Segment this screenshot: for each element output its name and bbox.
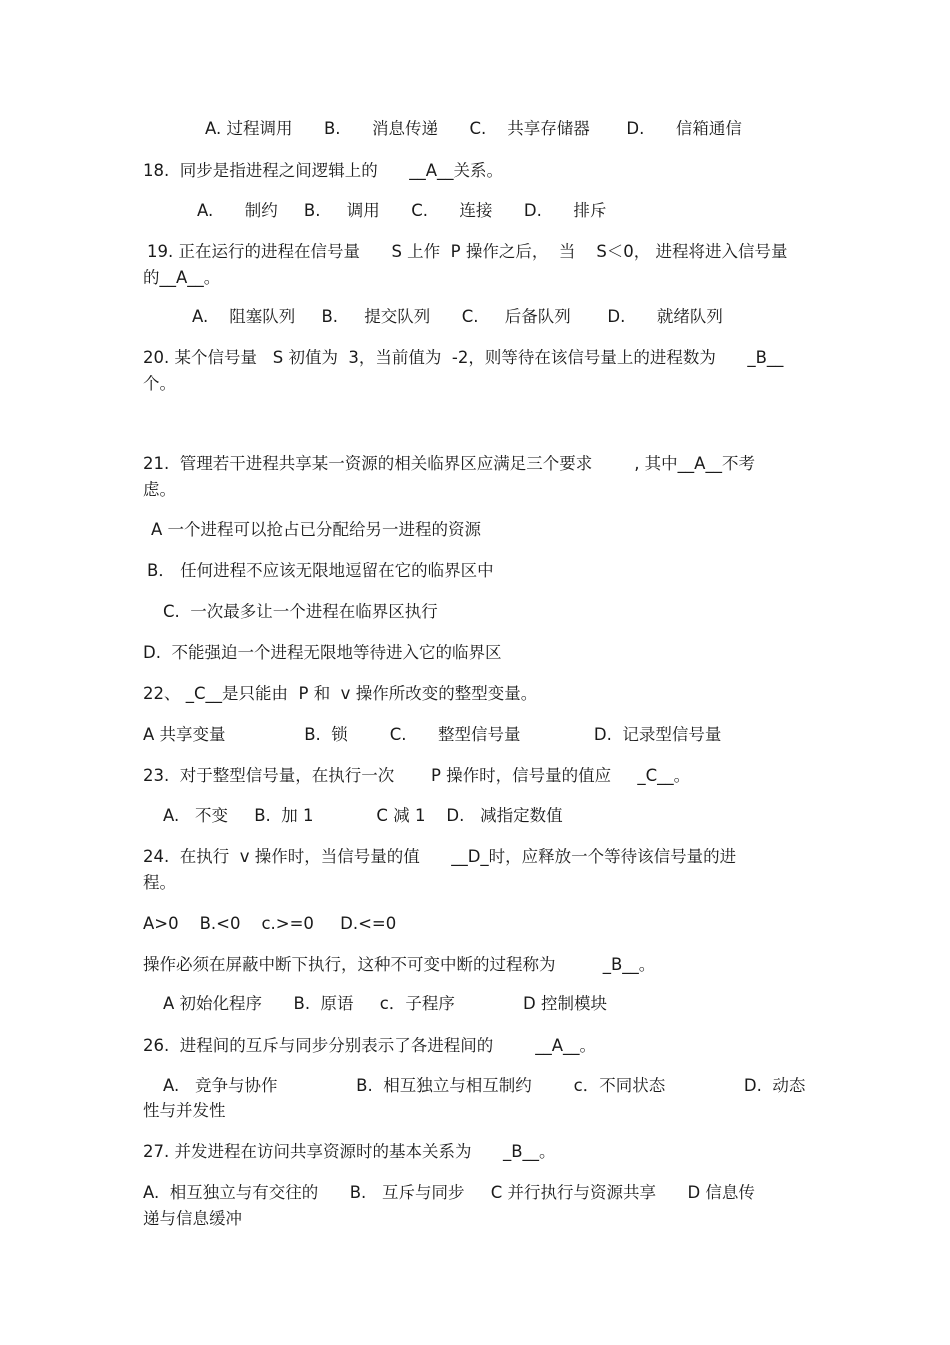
q21-question-line2: 虑。 [143,480,176,499]
q21-option-a: A 一个进程可以抢占已分配给另一进程的资源 [151,520,482,539]
q27-options-line2: 递与信息缓冲 [143,1209,242,1228]
q27-question: 27. 并发进程在访问共享资源时的基本关系为 _B__。 [143,1142,556,1161]
q26-question: 26. 进程间的互斥与同步分别表示了各进程间的 __A__。 [143,1036,596,1055]
q18-options: A. 制约 B. 调用 C. 连接 D. 排斥 [197,201,607,220]
q24-question-line1: 24. 在执行 v 操作时，当信号量的值 __D_时，应释放一个等待该信号量的进 [143,847,737,866]
q20-question-line1: 20. 某个信号量 S 初值为 3，当前值为 -2，则等待在该信号量上的进程数为 _B__ [143,348,784,367]
q23-options: A. 不变 B. 加 1 C 减 1 D. 减指定数值 [163,806,563,825]
q26-options-line2: 性与并发性 [143,1101,226,1120]
q17-options: A. 过程调用 B. 消息传递 C. 共享存储器 D. 信箱通信 [205,119,742,138]
q22-options: A 共享变量 B. 锁 C. 整型信号量 D. 记录型信号量 [143,725,722,744]
q19-question-line2: 的__A__。 [143,268,221,287]
q21-option-b: B． 任何进程不应该无限地逗留在它的临界区中 [147,561,494,580]
q23-question: 23. 对于整型信号量，在执行一次 P 操作时，信号量的值应 _C__。 [143,766,691,785]
q24-question-line2: 程。 [143,873,176,892]
q19-question-line1: 19. 正在运行的进程在信号量 S 上作 P 操作之后， 当 S＜0， 进程将进入信号量 [147,242,788,261]
q24-options: A>0 B.<0 c.>=0 D.<=0 [143,914,397,933]
q21-question-line1: 21. 管理若干进程共享某一资源的相关临界区应满足三个要求 , 其中__A__不考 [143,454,755,473]
q18-question: 18. 同步是指进程之间逻辑上的 __A__关系。 [143,161,503,180]
q20-question-line2: 个。 [143,374,176,393]
q25-options: A 初始化程序 B. 原语 c．子程序 D 控制模块 [163,994,607,1013]
q22-question: 22、 _C__是只能由 P 和 v 操作所改变的整型变量。 [143,684,538,703]
q27-options-line1: A. 相互独立与有交往的 B. 互斥与同步 C 并行执行与资源共享 D 信息传 [143,1183,755,1202]
q26-options-line1: A. 竞争与协作 B. 相互独立与相互制约 c．不同状态 D. 动态 [163,1076,806,1095]
q21-option-d: D. 不能强迫一个进程无限地等待进入它的临界区 [143,643,502,662]
q25-question: 操作必须在屏蔽中断下执行，这种不可变中断的过程称为 _B__。 [143,955,656,974]
q19-options: A. 阻塞队列 B. 提交队列 C. 后备队列 D. 就绪队列 [192,307,723,326]
q21-option-c: C. 一次最多让一个进程在临界区执行 [163,602,438,621]
